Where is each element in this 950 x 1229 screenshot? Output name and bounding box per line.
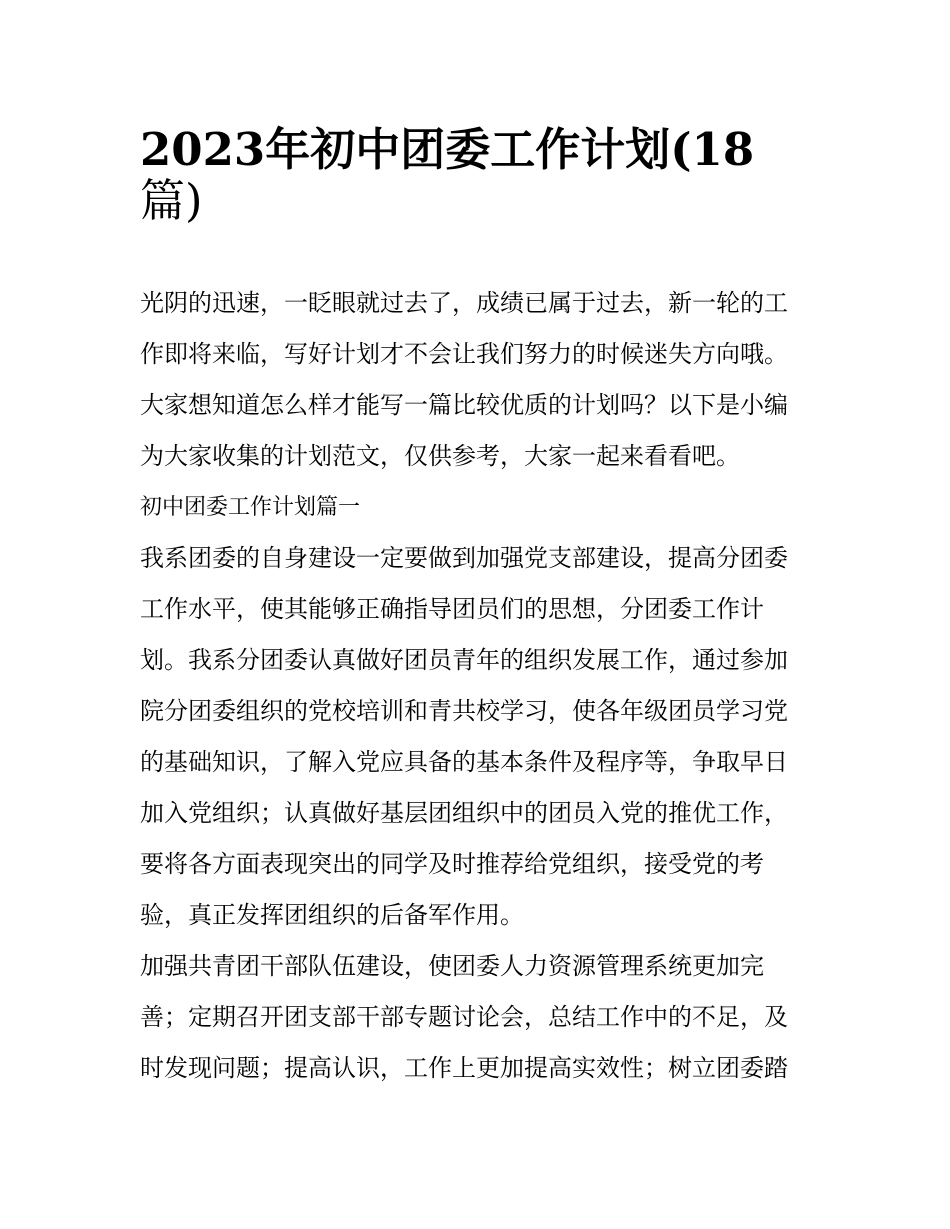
text-line: 光阴的迅速，一眨眼就过去了，成绩已属于过去，新一轮的工	[140, 289, 788, 317]
text-line: 为大家收集的计划范文，仅供参考，大家一起来看看吧。	[140, 442, 740, 470]
section-heading-wrapper	[140, 482, 815, 533]
text-line: 善；定期召开团支部干部专题讨论会，总结工作中的不足，及	[140, 1003, 788, 1031]
text-line: 加入党组织；认真做好基层团组织中的团员入党的推优工作，	[140, 799, 788, 827]
text-line: 时发现问题；提高认识，工作上更加提高实效性；树立团委踏	[140, 1054, 788, 1082]
text-line: 作即将来临，写好计划才不会让我们努力的时候迷失方向哦。	[140, 340, 788, 368]
paragraph-1	[140, 533, 815, 941]
title-line-1: 2023年初中团委工作计划(18	[140, 123, 755, 176]
document-title	[140, 117, 820, 227]
document-body	[140, 278, 815, 1094]
text-line: 要将各方面表现突出的同学及时推荐给党组织，接受党的考	[140, 850, 764, 878]
text-line: 验，真正发挥团组织的后备军作用。	[140, 901, 524, 929]
paragraph-2	[140, 941, 815, 1094]
text-line: 划。我系分团委认真做好团员青年的组织发展工作，通过参加	[140, 646, 788, 674]
section-heading: 初中团委工作计划篇一	[140, 495, 361, 520]
intro-paragraph	[140, 278, 815, 482]
text-line: 院分团委组织的党校培训和青共校学习，使各年级团员学习党	[140, 697, 788, 725]
text-line: 工作水平，使其能够正确指导团员们的思想，分团委工作计	[140, 595, 764, 623]
text-line: 加强共青团干部队伍建设，使团委人力资源管理系统更加完	[140, 952, 764, 980]
text-line: 大家想知道怎么样才能写一篇比较优质的计划吗？以下是小编	[140, 391, 788, 419]
title-line-2: 篇)	[140, 174, 203, 227]
text-line: 的基础知识，了解入党应具备的基本条件及程序等，争取早日	[140, 748, 788, 776]
text-line: 我系团委的自身建设一定要做到加强党支部建设，提高分团委	[140, 544, 788, 572]
